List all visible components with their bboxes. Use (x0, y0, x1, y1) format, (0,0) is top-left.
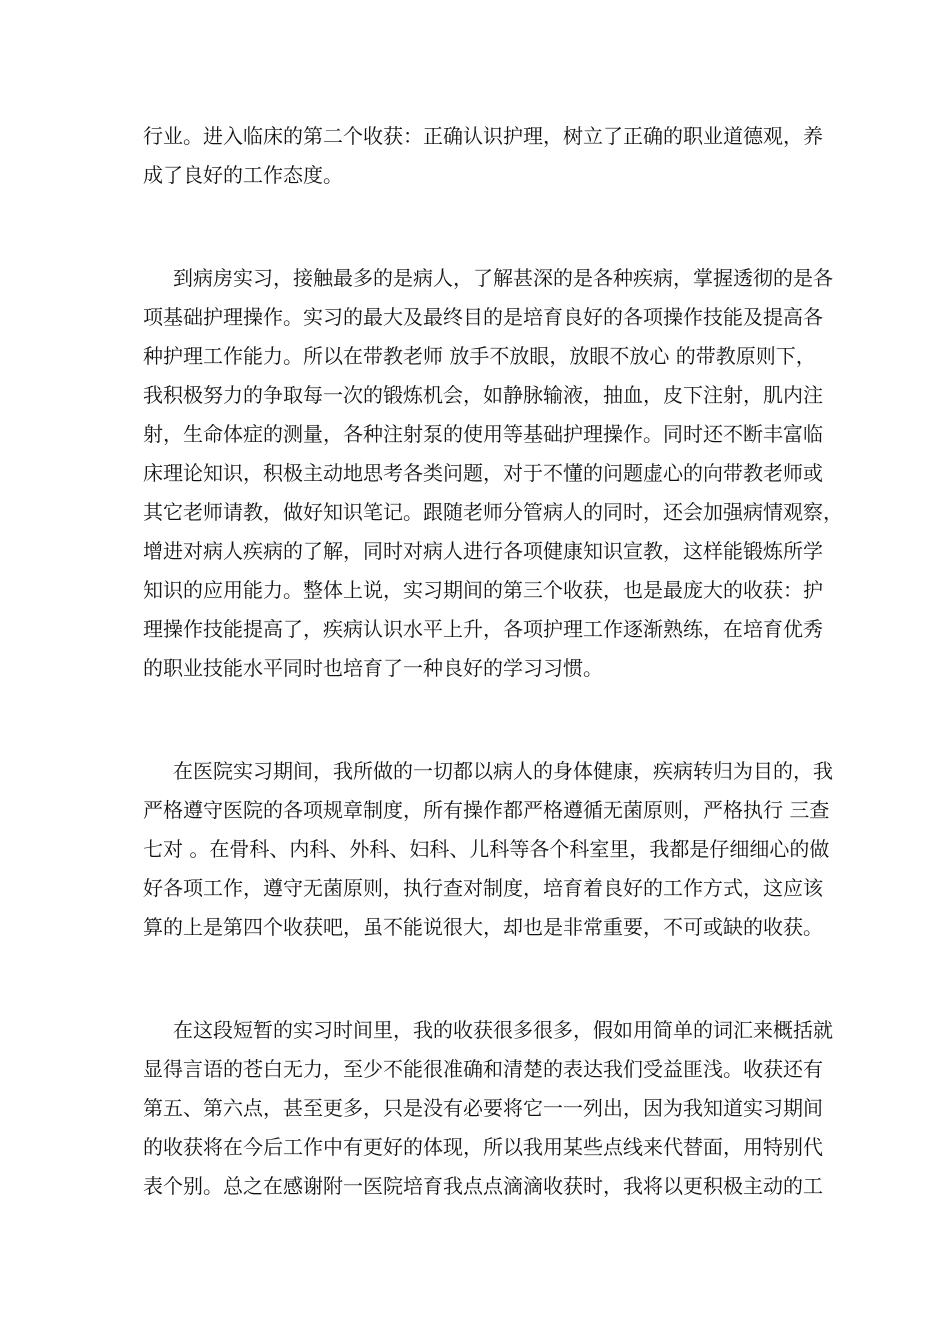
paragraph-4-line-2: 显得言语的苍白无力，至少不能很准确和清楚的表达我们受益匪浅。收获还有 (143, 1057, 823, 1081)
paragraph-1-line-2: 成了良好的工作态度。 (143, 163, 343, 187)
paragraph-2-line-10: 理操作技能提高了，疾病认识水平上升，各项护理工作逐渐熟练，在培育优秀 (143, 617, 823, 641)
paragraph-2-line-5: 射，生命体症的测量，各种注射泵的使用等基础护理操作。同时还不断丰富临 (143, 422, 823, 446)
paragraph-2-line-2: 项基础护理操作。实习的最大及最终目的是培育良好的各项操作技能及提高各 (143, 305, 823, 329)
paragraph-2-line-9: 知识的应用能力。整体上说，实习期间的第三个收获，也是最庞大的收获：护 (143, 578, 823, 602)
paragraph-4-line-5: 表个别。总之在感谢附一医院培育我点点滴滴收获时，我将以更积极主动的工 (143, 1174, 823, 1198)
paragraph-2-line-11: 的职业技能水平同时也培育了一种良好的学习习惯。 (143, 656, 603, 680)
paragraph-2-line-7: 其它老师请教，做好知识笔记。跟随老师分管病人的同时，还会加强病情观察， (143, 500, 843, 524)
paragraph-2-line-1: 到病房实习，接触最多的是病人，了解甚深的是各种疾病，掌握透彻的是各 (173, 266, 833, 290)
paragraph-4-line-3: 第五、第六点，甚至更多，只是没有必要将它一一列出，因为我知道实习期间 (143, 1096, 823, 1120)
paragraph-2-line-3: 种护理工作能力。所以在带教老师 放手不放眼，放眼不放心 的带教原则下， (143, 344, 816, 368)
paragraph-4-line-1: 在这段短暂的实习时间里，我的收获很多很多，假如用简单的词汇来概括就 (173, 1018, 833, 1042)
paragraph-3-line-3: 七对 。在骨科、内科、外科、妇科、儿科等各个科室里，我都是仔细细心的做 (143, 837, 830, 861)
paragraph-2-line-6: 床理论知识，积极主动地思考各类问题，对于不懂的问题虚心的向带教老师或 (143, 461, 823, 485)
paragraph-2-line-4: 我积极努力的争取每一次的锻炼机会，如静脉输液，抽血，皮下注射，肌内注 (143, 383, 823, 407)
paragraph-1-line-1: 行业。进入临床的第二个收获：正确认识护理，树立了正确的职业道德观，养 (143, 124, 823, 148)
paragraph-3-line-4: 好各项工作，遵守无菌原则，执行查对制度，培育着良好的工作方式，这应该 (143, 876, 823, 900)
paragraph-3-line-1: 在医院实习期间，我所做的一切都以病人的身体健康，疾病转归为目的，我 (173, 759, 833, 783)
paragraph-4-line-4: 的收获将在今后工作中有更好的体现，所以我用某些点线来代替面，用特别代 (143, 1135, 823, 1159)
paragraph-3-line-5: 算的上是第四个收获吧，虽不能说很大，却也是非常重要，不可或缺的收获。 (143, 915, 823, 939)
paragraph-2-line-8: 增进对病人疾病的了解，同时对病人进行各项健康知识宣教，这样能锻炼所学 (143, 539, 823, 563)
paragraph-3-line-2: 严格遵守医院的各项规章制度，所有操作都严格遵循无菌原则，严格执行 三查 (143, 798, 830, 822)
